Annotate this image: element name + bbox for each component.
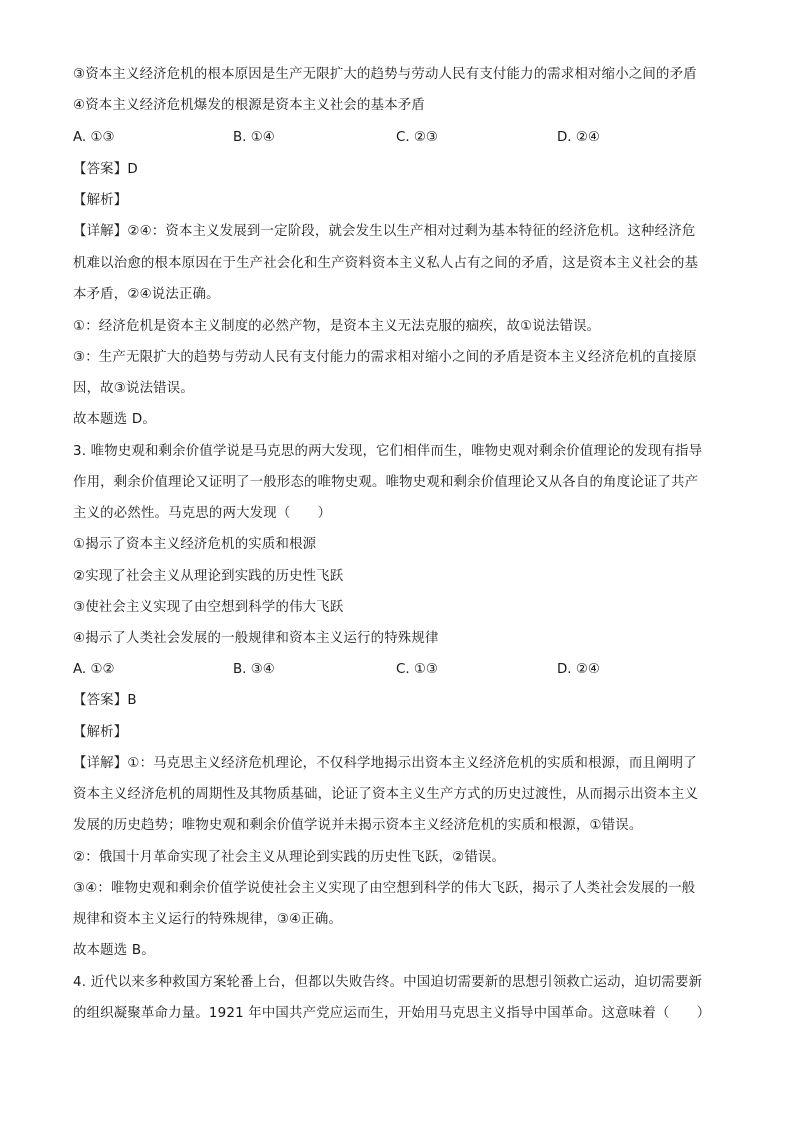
question-stem: 主义的必然性。马克思的两大发现（ ） (73, 506, 332, 521)
answer-label: 【答案】 (73, 162, 128, 177)
option-c: C. ②③ (396, 130, 438, 145)
detail-line: 发展的历史趋势；唯物史观和剩余价值学说并未揭示资本主义经济危机的实质和根源，①错误。 (73, 818, 643, 833)
detail-line: 【详解】②④：资本主义发展到一定阶段，就会发生以生产相对过剩为基本特征的经济危机。这种经济危 (73, 224, 696, 239)
conclusion-line: 故本题选 D。 (73, 412, 156, 427)
option-d: D. ②④ (557, 662, 600, 677)
detail-label: 【详解】 (73, 756, 128, 771)
answer-line (73, 161, 733, 179)
answer-line (73, 692, 733, 710)
detail-line: 【详解】①：马克思主义经济危机理论，不仅科学地揭示出资本主义经济危机的实质和根源，而且阐明了 (73, 756, 697, 771)
option-a: A. ①③ (73, 130, 115, 145)
detail-line: 本矛盾，②④说法正确。 (73, 287, 220, 302)
option-d: D. ②④ (557, 130, 600, 145)
answer-label: 【答案】 (73, 693, 128, 708)
detail-label: 【详解】 (73, 224, 128, 239)
detail-line: 机难以治愈的根本原因在于生产社会化和生产资料资本主义私人占有之间的矛盾，这是资本主义社会的基 (73, 256, 699, 271)
detail-line: ③：生产无限扩大的趋势与劳动人民有支付能力的需求相对缩小之间的矛盾是资本主义经济危机的直接原 (73, 350, 697, 365)
analysis-heading: 【解析】 (73, 193, 128, 208)
detail-line: 规律和资本主义运行的特殊规律，③④正确。 (73, 912, 343, 927)
answer-value: D (127, 162, 138, 177)
detail-line: 因，故③说法错误。 (73, 381, 194, 396)
statement: ③使社会主义实现了由空想到科学的伟大飞跃 (73, 600, 344, 615)
question-stem: 作用，剩余价值理论又证明了一般形态的唯物史观。唯物史观和剩余价值理论又从各自的角度论证了共产 (73, 475, 699, 490)
question-stem: 3. 唯物史观和剩余价值学说是马克思的两大发现，它们相伴而生，唯物史观对剩余价值理论的发现有指导 (73, 444, 703, 459)
detail-line: 资本主义经济危机的周期性及其物质基础，论证了资本主义生产方式的历史过渡性，从而揭示出资本主义 (73, 787, 699, 802)
statement: ②实现了社会主义从理论到实践的历史性飞跃 (73, 569, 344, 584)
statement-3: ③资本主义经济危机的根本原因是生产无限扩大的趋势与劳动人民有支付能力的需求相对缩小之间的矛盾 (73, 67, 697, 82)
statement-4: ④资本主义经济危机爆发的根源是资本主义社会的基本矛盾 (73, 98, 425, 113)
question-stem: 4. 近代以来多种救国方案轮番上台，但都以失败告终。中国迫切需要新的思想引领救亡运动，迫切需要新 (73, 975, 703, 990)
conclusion-line: 故本题选 B。 (73, 943, 155, 958)
question-stem: 的组织凝聚革命力量。1921 年中国共产党应运而生，开始用马克思主义指导中国革命。这意味着（ ） (73, 1006, 711, 1021)
analysis-heading: 【解析】 (73, 725, 128, 740)
detail-line: ①：经济危机是资本主义制度的必然产物，是资本主义无法克服的痼疾，故①说法错误。 (73, 319, 601, 334)
option-b: B. ③④ (233, 662, 275, 677)
option-a: A. ①② (73, 662, 115, 677)
option-b: B. ①④ (233, 130, 275, 145)
answer-value: B (127, 693, 137, 708)
detail-line: ③④：唯物史观和剩余价值学说使社会主义实现了由空想到科学的伟大飞跃，揭示了人类社会发展的一般 (73, 881, 696, 896)
option-c: C. ①③ (396, 662, 438, 677)
detail-line: ②：俄国十月革命实现了社会主义从理论到实践的历史性飞跃，②错误。 (73, 850, 506, 865)
statement: ①揭示了资本主义经济危机的实质和根源 (73, 537, 317, 552)
statement: ④揭示了人类社会发展的一般规律和资本主义运行的特殊规律 (73, 631, 439, 646)
